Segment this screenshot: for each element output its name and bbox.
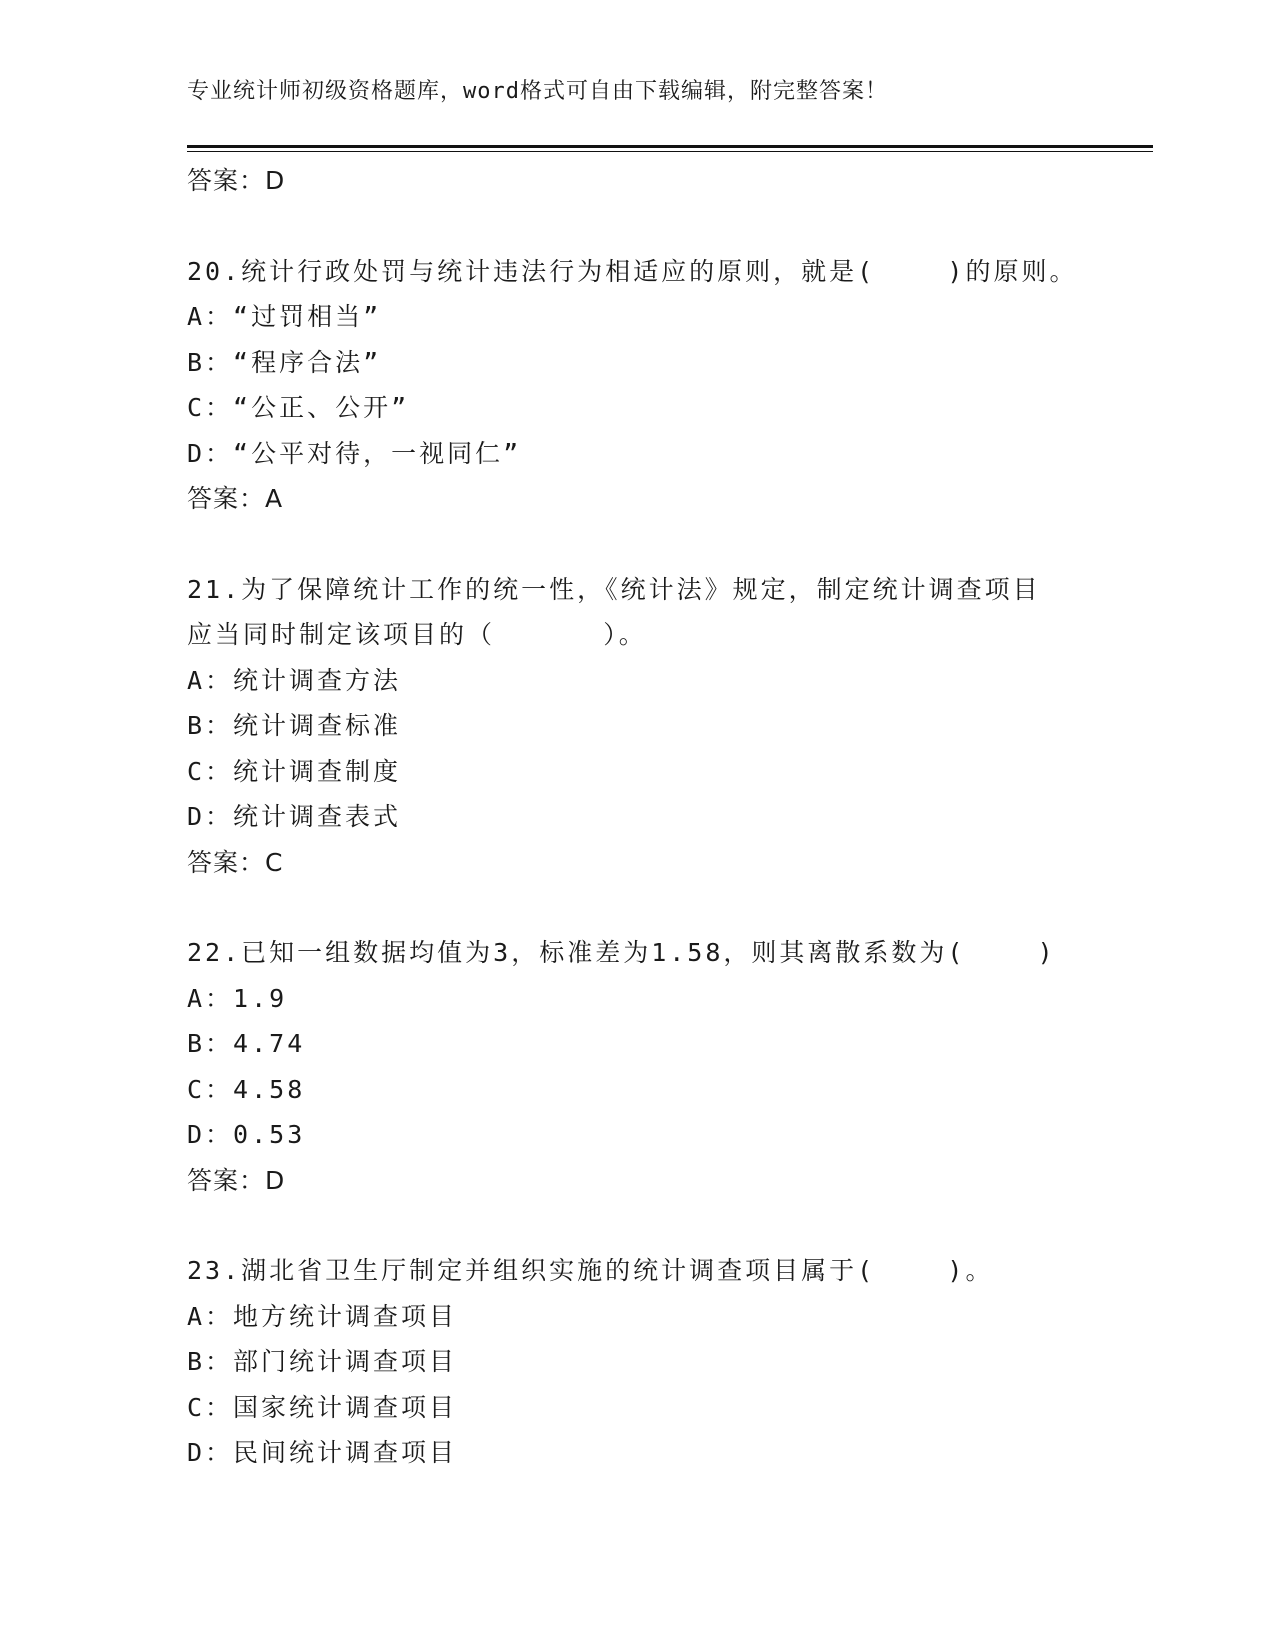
option-a: A：统计调查方法 [187,665,402,695]
question-22 [187,930,1153,1203]
option-a: A：“过罚相当” [187,302,382,331]
option-c: C：4.58 [187,1074,306,1104]
question-stem: 23.湖北省卫生厅制定并组织实施的统计调查项目属于( )。 [187,1256,994,1285]
question-21 [187,567,1153,886]
option-b: B：部门统计调查项目 [187,1347,458,1376]
question-20 [187,249,1153,522]
option-d: D：民间统计调查项目 [187,1438,458,1467]
document-body [187,158,1153,1476]
option-b: B：统计调查标准 [187,711,402,740]
option-a: A：1.9 [187,983,288,1013]
option-a: A：地方统计调查项目 [187,1301,458,1331]
header-rule-thick [187,145,1153,148]
question-stem: 22.已知一组数据均值为3，标准差为1.58，则其离散系数为( ) [187,938,1056,967]
answer: 答案：D [187,1165,286,1195]
page-header: 专业统计师初级资格题库，word格式可自由下载编辑，附完整答案！ [187,79,888,104]
option-b: B：“程序合法” [187,347,382,377]
answer: 答案：C [187,847,284,877]
question-stem: 21.为了保障统计工作的统一性，《统计法》规定，制定统计调查项目 [187,574,1041,604]
option-d: D：统计调查表式 [187,802,402,831]
option-d: D：“公平对待，一视同仁” [187,438,522,468]
option-c: C：统计调查制度 [187,756,402,786]
option-b: B：4.74 [187,1029,306,1058]
header-rule-thin [187,151,1153,152]
option-c: C：“公正、公开” [187,393,410,422]
previous-answer: 答案：D [187,166,286,195]
question-stem: 20.统计行政处罚与统计违法行为相适应的原则，就是( )的原则。 [187,256,1078,286]
question-stem-continued: 应当同时制定该项目的（ ）。 [187,620,647,649]
option-c: C：国家统计调查项目 [187,1392,458,1422]
answer: 答案：A [187,484,284,513]
question-23 [187,1248,1153,1476]
option-d: D：0.53 [187,1120,306,1149]
